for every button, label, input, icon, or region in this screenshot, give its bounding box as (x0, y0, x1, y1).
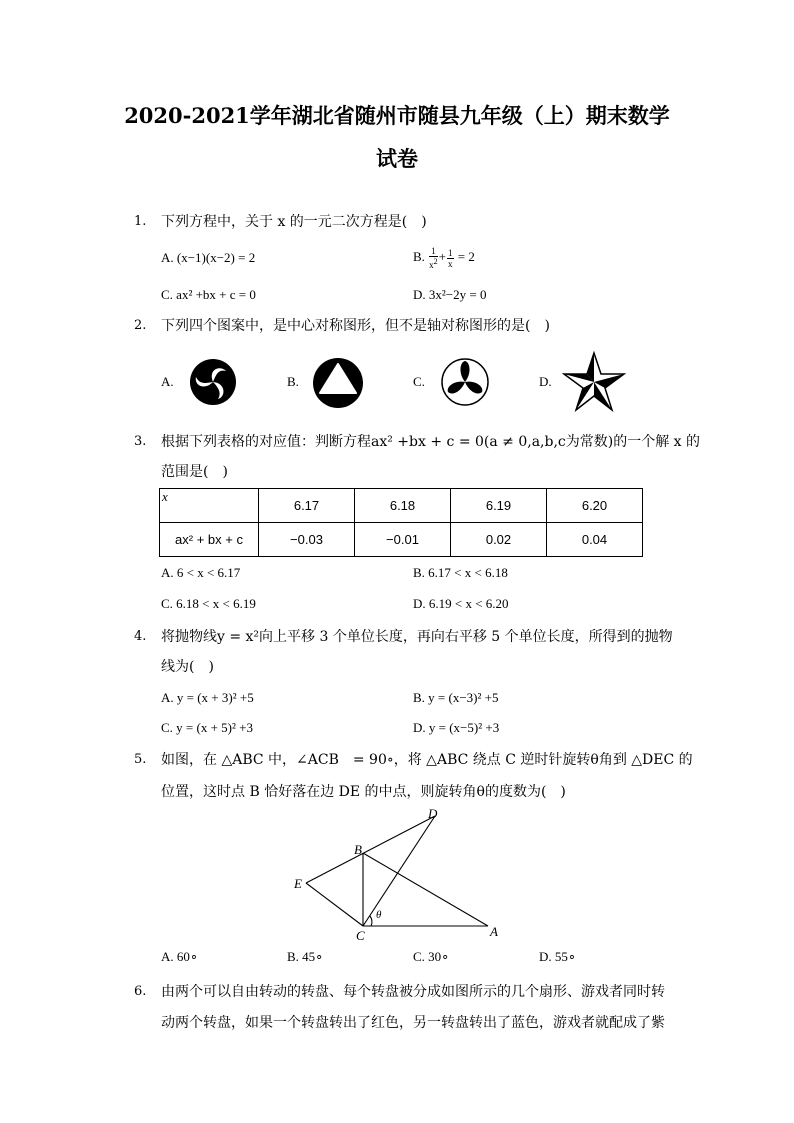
point-label-B: B (354, 842, 362, 857)
q2-stem: 下列四个图案中，是中心对称图形，但不是轴对称图形的是( ) (161, 318, 550, 334)
q2-label-b: B. (287, 374, 299, 389)
table-cell: −0.01 (355, 523, 451, 557)
q1-option-a: A. (x−1)(x−2) = 2 (161, 250, 256, 265)
q2-label-a: A. (161, 374, 174, 389)
q6-stem-line2: 动两个转盘，如果一个转盘转出了红色，另一转盘转出了蓝色，游戏者就配成了紫 (161, 1015, 665, 1031)
segment-BA (363, 853, 488, 926)
point-label-A: A (490, 924, 498, 939)
q3-option-c: C. 6.18 < x < 6.19 (161, 596, 256, 611)
q5-option-b: B. 45∘ (287, 949, 324, 964)
q2-figure-a-swirl (188, 357, 238, 407)
q1-option-b-prefix: B. (413, 248, 425, 264)
exam-title-line2: 试卷 (376, 146, 418, 171)
q5-option-c: C. 30∘ (413, 949, 450, 964)
segment-EC (306, 883, 363, 926)
q6-stem-line1: 由两个可以自由转动的转盘、每个转盘被分成如图所示的几个扇形、游戏者同时转 (161, 984, 665, 1000)
q5-rotation-diagram (290, 806, 510, 946)
q4-number: 4. (134, 629, 147, 644)
table-row (160, 523, 643, 557)
table-cell: 0.04 (547, 523, 643, 557)
q6-number: 6. (134, 984, 147, 999)
q4-option-d: D. y = (x−5)² +3 (413, 720, 500, 735)
q3-stem-line2: 范围是( ) (161, 464, 228, 480)
table-cell: 6.17 (259, 489, 355, 523)
q1-option-b-suffix: = 2 (457, 248, 475, 264)
q1-option-c: C. ax² +bx + c = 0 (161, 287, 256, 302)
table-cell: ax² + bx + c (160, 523, 259, 557)
q4-stem-line2: 线为( ) (161, 659, 214, 675)
q5-stem-line2: 位置，这时点 B 恰好落在边 DE 的中点，则旋转角θ的度数为( ) (161, 784, 566, 800)
q3-number: 3. (134, 434, 147, 449)
q5-number: 5. (134, 752, 147, 767)
exam-title-line1: 2020-2021学年湖北省随州市随县九年级（上）期末数学 (124, 103, 670, 128)
theta-arc (370, 916, 372, 926)
angle-label-theta: θ (376, 909, 382, 921)
table-cell: 6.19 (451, 489, 547, 523)
point-label-C: C (356, 928, 365, 943)
q3-stem-line1: 根据下列表格的对应值：判断方程ax² +bx + c = 0(a ≠ 0,a,b,c为常数)的一个解 x 的 (161, 434, 701, 450)
fraction-1-over-x2: $\frac{1}{x^2}$ (429, 246, 438, 270)
fraction-1-over-x: $\frac{1}{x}$ (448, 247, 453, 269)
q2-number: 2. (134, 318, 147, 333)
q4-option-c: C. y = (x + 5)² +3 (161, 720, 253, 735)
table-cell: 6.18 (355, 489, 451, 523)
table-cell: 0.02 (451, 523, 547, 557)
q1-option-d: D. 3x²−2y = 0 (413, 287, 487, 302)
q1-option-b: B. $\frac{1}{x^2}$ + $\frac{1}{x}$ = 2 (413, 246, 475, 270)
q2-label-d: D. (539, 374, 552, 389)
q2-figure-b-triangle-in-circle (312, 357, 364, 409)
table-cell: 6.20 (547, 489, 643, 523)
point-label-D: D (428, 806, 438, 821)
q2-label-c: C. (413, 374, 425, 389)
q3-option-b: B. 6.17 < x < 6.18 (413, 565, 508, 580)
table-cell: −0.03 (259, 523, 355, 557)
point-label-E: E (294, 876, 302, 891)
q3-value-table (159, 488, 643, 557)
q5-option-d: D. 55∘ (539, 949, 577, 964)
q5-option-a: A. 60∘ (161, 949, 199, 964)
q4-option-a: A. y = (x + 3)² +5 (161, 690, 254, 705)
table-cell: x (160, 489, 259, 523)
q3-option-a: A. 6 < x < 6.17 (161, 565, 241, 580)
q5-stem-line1: 如图，在 △ABC 中，∠ACB = 90∘，将 △ABC 绕点 C 逆时针旋转θ角到 △DEC 的 (161, 752, 693, 768)
q1-stem: 下列方程中，关于 x 的一元二次方程是( ) (161, 214, 427, 230)
segment-DE (306, 816, 435, 883)
q2-figure-d-star (562, 351, 626, 413)
q2-figure-c-three-petals (440, 357, 490, 407)
segment-DC (363, 816, 435, 926)
q3-option-d: D. 6.19 < x < 6.20 (413, 596, 509, 611)
table-row (160, 489, 643, 523)
q4-option-b: B. y = (x−3)² +5 (413, 690, 499, 705)
q1-number: 1. (134, 214, 147, 229)
q4-stem-line1: 将抛物线y = x²向上平移 3 个单位长度，再向右平移 5 个单位长度，所得到的抛物 (161, 629, 673, 645)
